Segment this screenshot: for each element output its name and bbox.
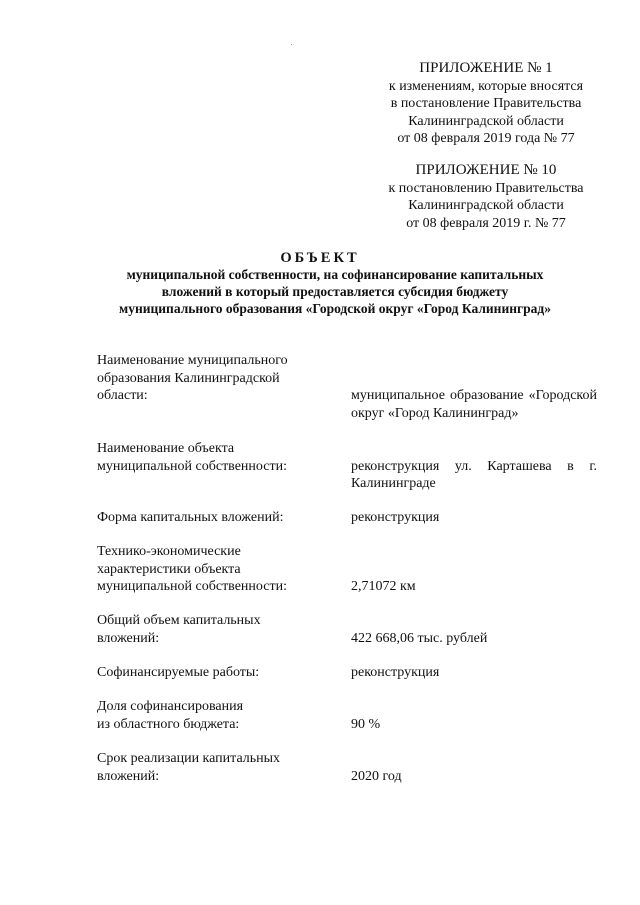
label-line: образования Калининградской	[97, 370, 280, 386]
field-label	[97, 698, 332, 733]
label-line: области:	[97, 388, 148, 403]
field-value: муниципальное образование «Городской округ «Город Калининград»	[351, 388, 597, 421]
label-line: Доля софинансирования	[97, 699, 244, 714]
appendix-10-header	[376, 162, 596, 232]
appendix-1-line: в постановление Правительства	[390, 96, 582, 111]
field-value: реконструкция ул. Карташева в г. Калининграде	[351, 458, 597, 491]
label-line: Наименование муниципального	[97, 353, 288, 368]
field-value: 2020 год	[351, 768, 402, 784]
subtitle-line: вложений в который предоставляется субсидия бюджету	[161, 284, 509, 299]
appendix-10-line: к постановлению Правительства	[388, 180, 584, 196]
field-label	[97, 543, 332, 596]
document-subtitle	[85, 266, 585, 317]
appendix-10-line: от 08 февраля 2019 г. № 77	[406, 215, 566, 231]
label-line: вложений:	[97, 630, 160, 646]
scan-dot	[291, 44, 292, 45]
subtitle-line: муниципального образования «Городской округ «Город Калининград»	[119, 301, 551, 316]
appendix-10-line: Калининградской области	[408, 198, 564, 213]
appendix-10-title: ПРИЛОЖЕНИЕ № 10	[415, 162, 557, 178]
appendix-1-line: Калининградской области	[408, 113, 564, 129]
field-value: реконструкция	[351, 510, 440, 525]
label-line: Софинансируемые работы:	[97, 665, 260, 680]
field-value: 90 %	[351, 716, 381, 732]
appendix-1-title: ПРИЛОЖЕНИЕ № 1	[419, 60, 553, 76]
label-line: Общий объем капитальных	[97, 613, 261, 628]
subtitle-line: муниципальной собственности, на софинансирование капитальных	[126, 267, 544, 282]
field-label	[97, 440, 332, 475]
label-line: Технико-экономические	[97, 544, 241, 559]
label-line: Форма капитальных вложений:	[97, 510, 284, 525]
label-line: муниципальной собственности:	[97, 579, 287, 594]
field-label	[97, 352, 332, 405]
appendix-1-line: к изменениям, которые вносятся	[388, 78, 584, 94]
label-line: Срок реализации капитальных	[97, 751, 281, 766]
field-label	[97, 664, 332, 682]
label-line: вложений:	[97, 768, 160, 784]
field-label	[97, 612, 332, 647]
label-line: из областного бюджета:	[97, 716, 240, 732]
appendix-1-line: от 08 февраля 2019 года № 77	[397, 131, 575, 146]
document-title: ОБЪЕКТ	[280, 250, 360, 266]
label-line: муниципальной собственности:	[97, 458, 287, 474]
field-value: реконструкция	[351, 665, 440, 680]
label-line: характеристики объекта	[97, 561, 241, 577]
field-value: 422 668,06 тыс. рублей	[351, 630, 488, 646]
label-line: Наименование объекта	[97, 441, 235, 456]
field-value: 2,71072 км	[351, 579, 416, 594]
field-label	[97, 509, 332, 527]
field-label	[97, 750, 332, 785]
appendix-1-header	[376, 60, 596, 148]
